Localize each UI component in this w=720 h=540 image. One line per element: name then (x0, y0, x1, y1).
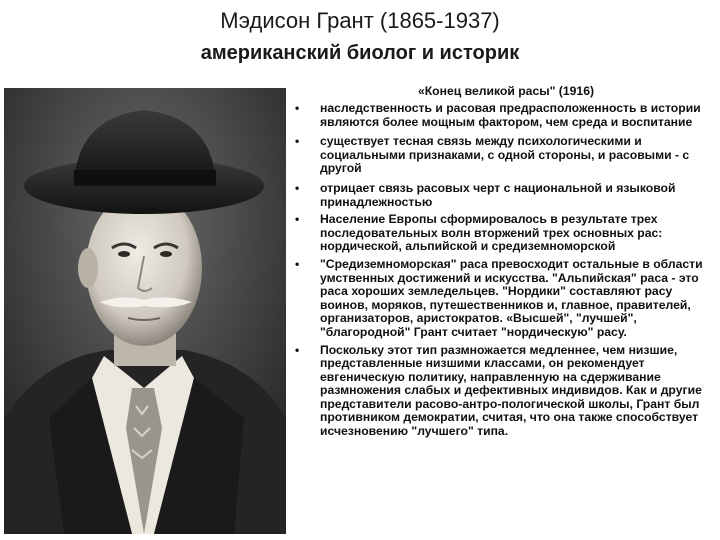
bullet-item (292, 182, 712, 209)
bullet-icon: • (295, 101, 300, 115)
bullet-text: "Средиземноморская" раса превосходит остальные в области умственных достижений и искусства. "Альпийская" раса - это раса хороших земледельцев. "Нордики" составляют расу воинов, моряков, путешественников и, главное, правителей, организаторов, аристократов. «Высшей", "лучшей", "благородной" Грант считает "нордическую" расу. (320, 256, 703, 339)
bullet-text: Поскольку этот тип размножается медленнее, чем низшие, представленные низшими классами, он рекомендует евгеническую политику, направленную на сдерживание размножения слабых и дефективных индивидов. Как и другие представители расово-антро-пологической школы, Грант был противником демократии, считая, что она также способствует исчезновению "лучшего" типа. (320, 342, 702, 439)
portrait-photo (4, 88, 286, 534)
portrait-illustration (4, 88, 286, 534)
book-title: «Конец великой расы" (1916) (417, 84, 595, 98)
bullet-item (292, 135, 712, 176)
slide-subtitle: американский биолог и историк (200, 42, 520, 64)
bullet-icon: • (295, 134, 300, 149)
bullet-text: отрицает связь расовых черт с национальной и языковой принадлежностью (320, 180, 676, 209)
bullet-item (292, 213, 712, 254)
bullet-text: существует тесная связь между психологическими и социальными признаками, с одной стороны, и расовыми - с другой (320, 134, 690, 176)
bullet-item (292, 102, 712, 129)
bullet-item (292, 344, 712, 439)
bullet-icon: • (295, 256, 300, 271)
bullet-icon: • (295, 342, 300, 357)
slide-title: Мэдисон Грант (1865-1937) (220, 8, 500, 33)
bullet-item (292, 258, 712, 340)
bullet-icon: • (295, 180, 300, 195)
bullet-list (292, 98, 712, 439)
bullet-icon: • (295, 212, 300, 227)
bullet-text: Население Европы сформировалось в результате трех последовательных волн вторжений трех основных рас: нордической, альпийской и средиземноморской (320, 212, 663, 254)
bullet-text: наследственность и расовая предрасположенность в истории являются более мощным фактором, чем среда и воспитание (320, 101, 701, 129)
